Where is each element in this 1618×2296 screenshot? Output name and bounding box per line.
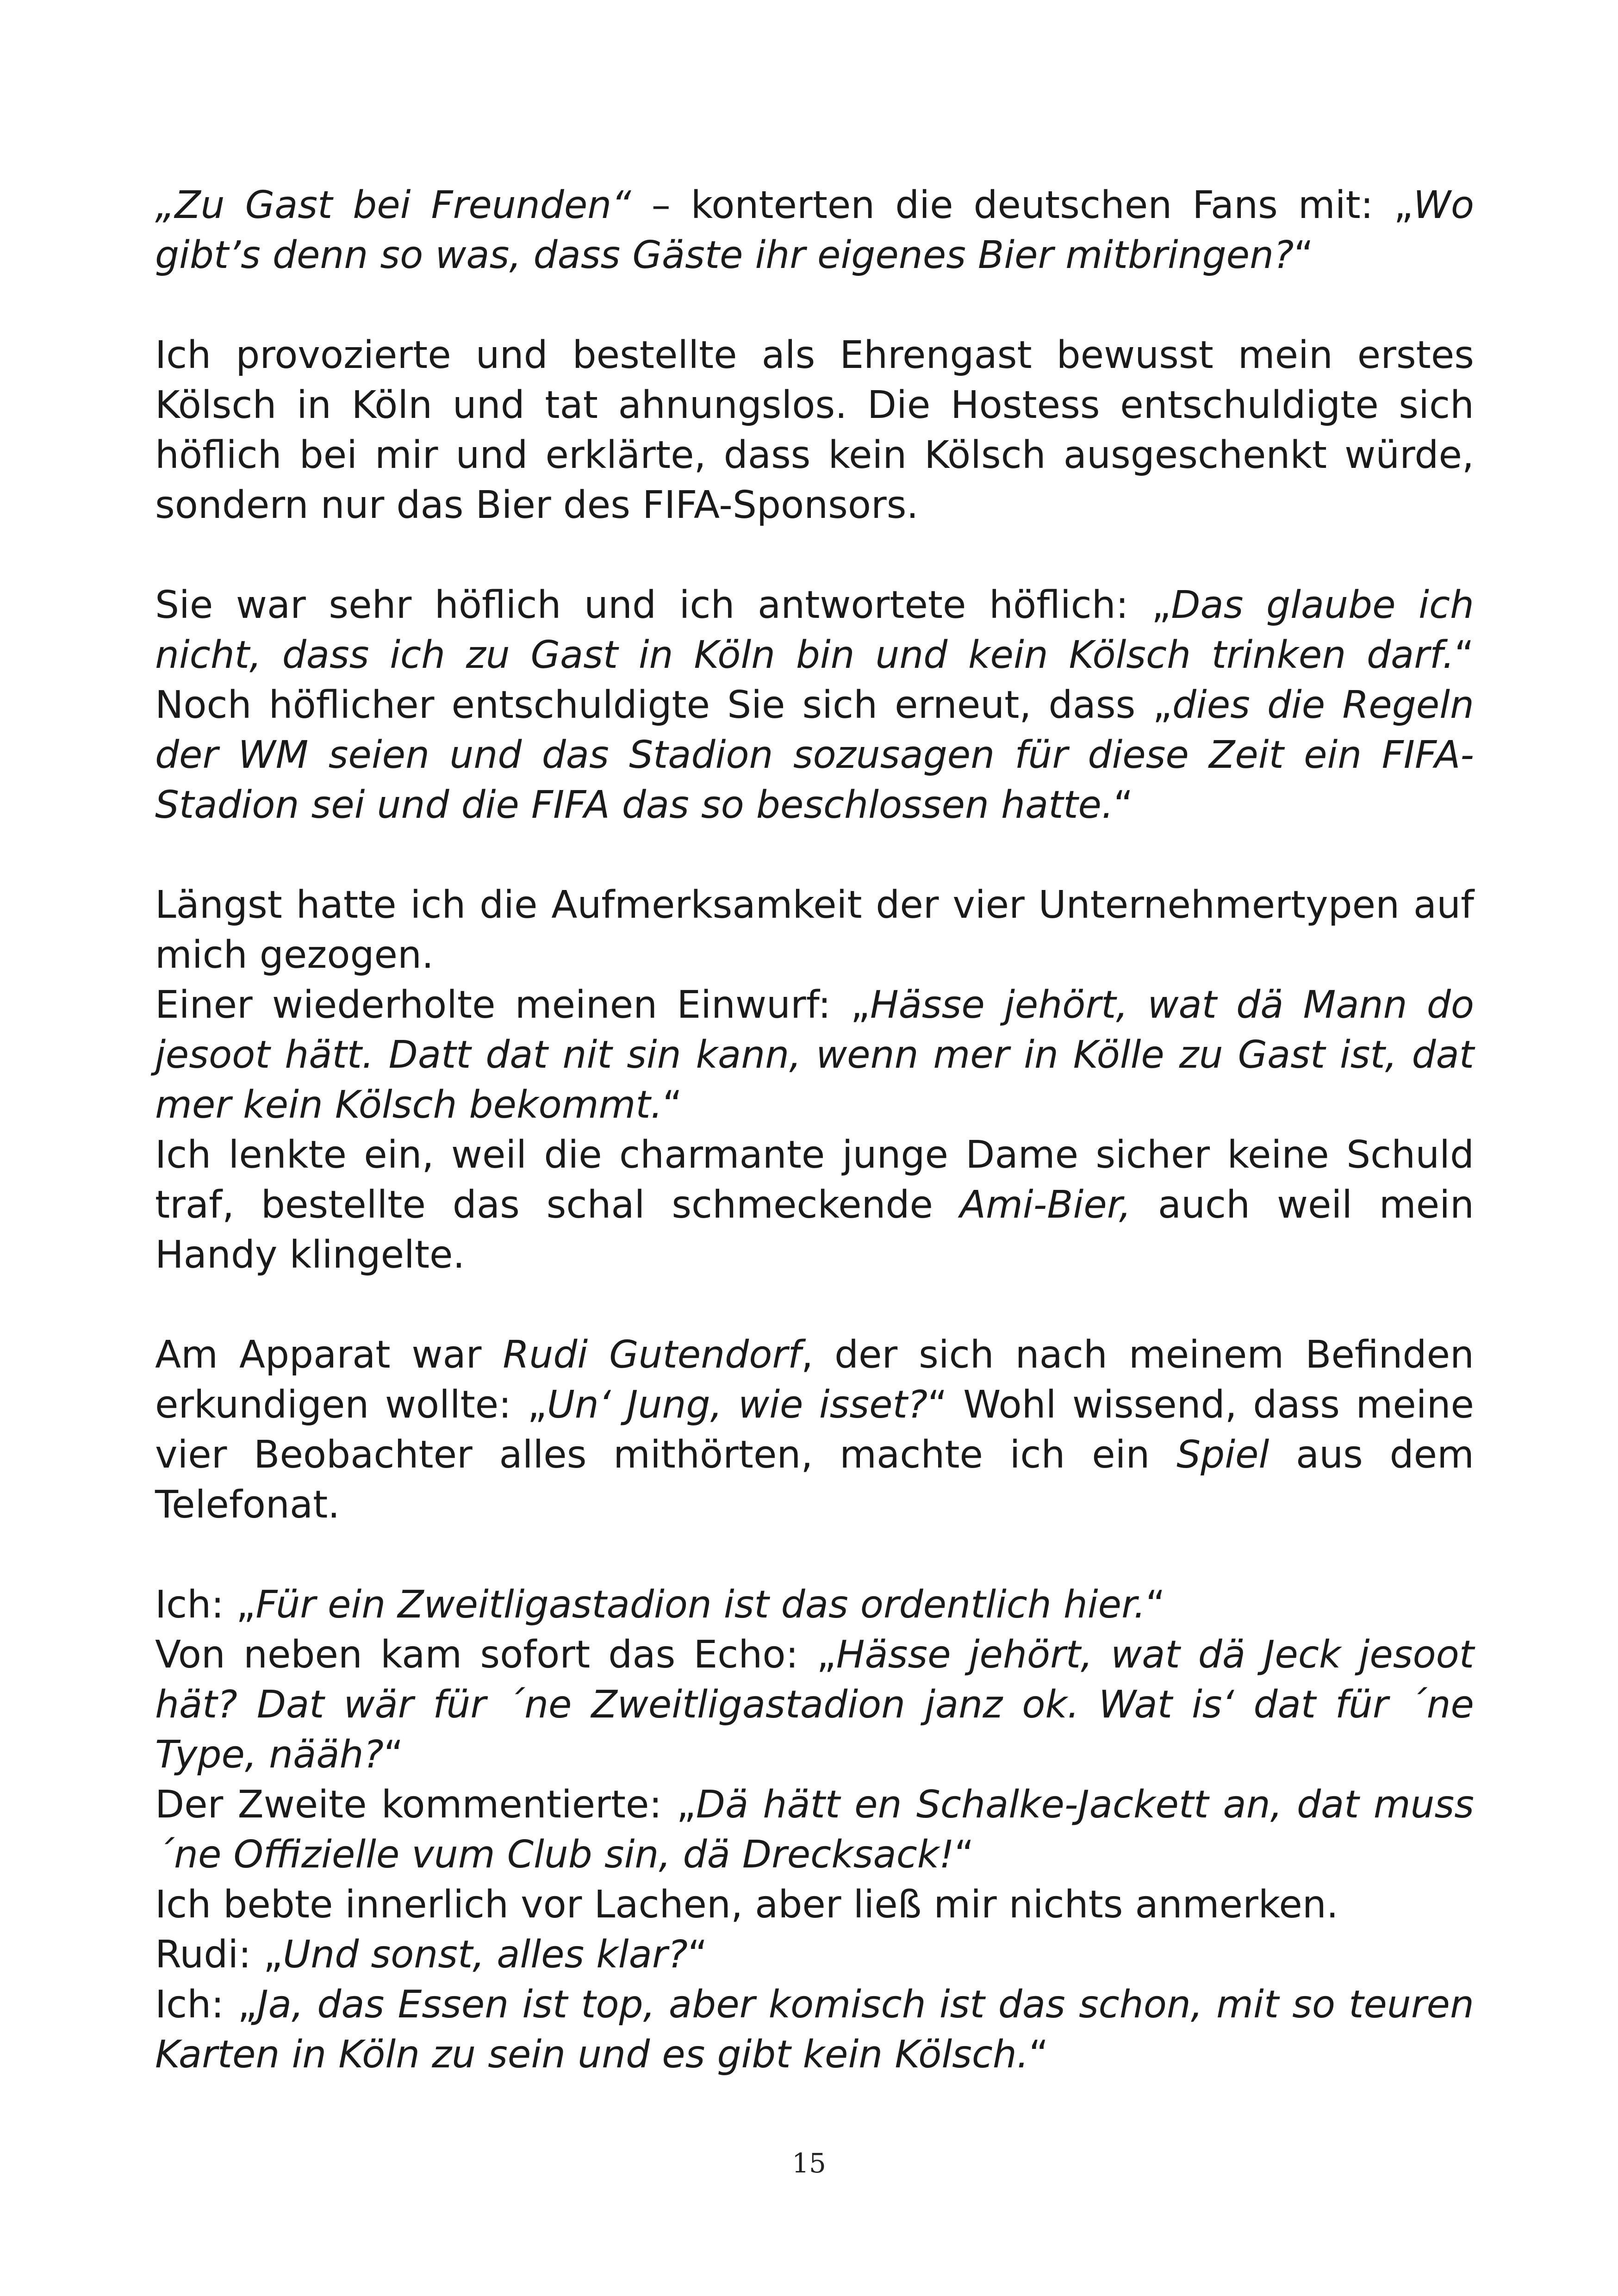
text-run: “ (384, 1733, 404, 1777)
text-line (155, 330, 1474, 530)
text-run: “ (662, 1083, 683, 1127)
text-line (155, 980, 1474, 1130)
text-line (155, 880, 1474, 980)
text-run: “ Wohl wissend, dass meine vier Beobachter alles mithörten, machte ich ein (155, 1383, 1474, 1477)
italic-run: Hässe jehört, wat dä Mann do jesoot hätt. Datt dat nit sin kann, wenn mer in Kölle zu Gast ist, dat mer kein Kölsch bekommt. (155, 983, 1474, 1127)
text-run: “ (688, 1933, 708, 1977)
text-run: Ich provozierte und bestellte als Ehrengast bewusst mein erstes Kölsch in Köln und tat ahnungslos. Die Hostess entschuldigte sich höflich bei mir und erklärte, dass kein Kölsch ausgeschenkt würde, sondern nur das Bier des FIFA-Sponsors. (155, 333, 1474, 527)
italic-run: Wo gibt’s denn so was, dass Gäste ihr eigenes Bier mitbringen? (155, 183, 1474, 277)
italic-run: „Zu Gast bei Freunden“ (155, 183, 631, 227)
text-run: Rudi: „ (155, 1933, 283, 1977)
italic-run: Und sonst, alles klar? (283, 1933, 688, 1977)
text-run: “ (1028, 2033, 1049, 2077)
text-run: “ Noch höflicher entschuldigte Sie sich erneut, dass „ (155, 633, 1474, 727)
text-run: Ich lenkte ein, weil die charmante junge Dame sicher keine Schuld traf, bestellte das schal schmeckende (155, 1133, 1474, 1227)
text-run: Ich: „ (155, 1583, 256, 1627)
text-run: , der sich nach meinem Befinden erkundigen wollte: „ (155, 1333, 1474, 1427)
text-run: Einer wiederholte meinen Einwurf: „ (155, 983, 870, 1027)
text-run: Am Apparat war (155, 1333, 503, 1377)
text-run: Von neben kam sofort das Echo: „ (155, 1633, 836, 1677)
italic-run: dies die Regeln der WM seien und das Stadion sozusagen für diese Zeit ein FIFA-Stadion sei und die FIFA das so beschlossen hatte. (155, 683, 1474, 827)
paragraph-4 (155, 880, 1474, 1280)
page-body (155, 180, 1474, 2080)
text-run: “ (1145, 1583, 1165, 1627)
italic-run: Ami-Bier, (959, 1183, 1131, 1227)
text-line (155, 1580, 1474, 1630)
paragraph-6 (155, 1580, 1474, 2080)
italic-run: Hässe jehört, wat dä Jeck jesoot hät? Dat wär für ´ne Zweitligastadion janz ok. Wat is‘ dat für ´ne Type, nääh? (155, 1633, 1475, 1777)
paragraph-3 (155, 580, 1474, 830)
text-line (155, 1630, 1474, 1780)
text-line (155, 580, 1474, 830)
italic-run: Ja, das Essen ist top, aber komisch ist das schon, mit so teuren Karten in Köln zu sein und es gibt kein Kölsch. (155, 1983, 1474, 2077)
paragraph-2 (155, 330, 1474, 530)
text-run: Sie war sehr höflich und ich antwortete höflich: „ (155, 583, 1171, 627)
text-line (155, 1880, 1474, 1930)
text-run: aus dem Telefonat. (155, 1433, 1474, 1527)
text-line (155, 1780, 1474, 1880)
text-line (155, 1330, 1474, 1530)
italic-run: Spiel (1176, 1433, 1270, 1477)
italic-run: Dä hätt en Schalke-Jackett an, dat muss ´ne Offizielle vum Club sin, dä Drecksack! (155, 1783, 1474, 1877)
text-line (155, 1130, 1474, 1280)
text-run: Der Zweite kommentierte: „ (155, 1783, 696, 1827)
text-line (155, 1930, 1474, 1980)
text-run: Längst hatte ich die Aufmerksamkeit der vier Unternehmertypen auf mich gezogen. (155, 883, 1474, 977)
page-number: 15 (792, 2147, 826, 2179)
text-run: Ich: „ (155, 1983, 257, 2027)
text-run: “ (1294, 233, 1314, 277)
text-run: – konterten die deutschen Fans mit: „ (631, 183, 1413, 227)
text-line (155, 180, 1474, 280)
italic-run: Rudi Gutendorf (503, 1333, 801, 1377)
text-run: Ich bebte innerlich vor Lachen, aber ließ mir nichts anmerken. (155, 1883, 1338, 1927)
text-run: “ (1114, 783, 1133, 827)
italic-run: Für ein Zweitligastadion ist das ordentlich hier. (255, 1583, 1146, 1627)
paragraph-1 (155, 180, 1474, 280)
italic-run: Un‘ Jung, wie isset? (547, 1383, 928, 1427)
italic-run: Das glaube ich nicht, dass ich zu Gast in Köln bin und kein Kölsch trinken darf. (155, 583, 1474, 677)
paragraph-5 (155, 1330, 1474, 1530)
text-line (155, 1980, 1474, 2080)
text-run: “ (954, 1833, 974, 1877)
text-run: auch weil mein Handy klingelte. (155, 1183, 1474, 1277)
